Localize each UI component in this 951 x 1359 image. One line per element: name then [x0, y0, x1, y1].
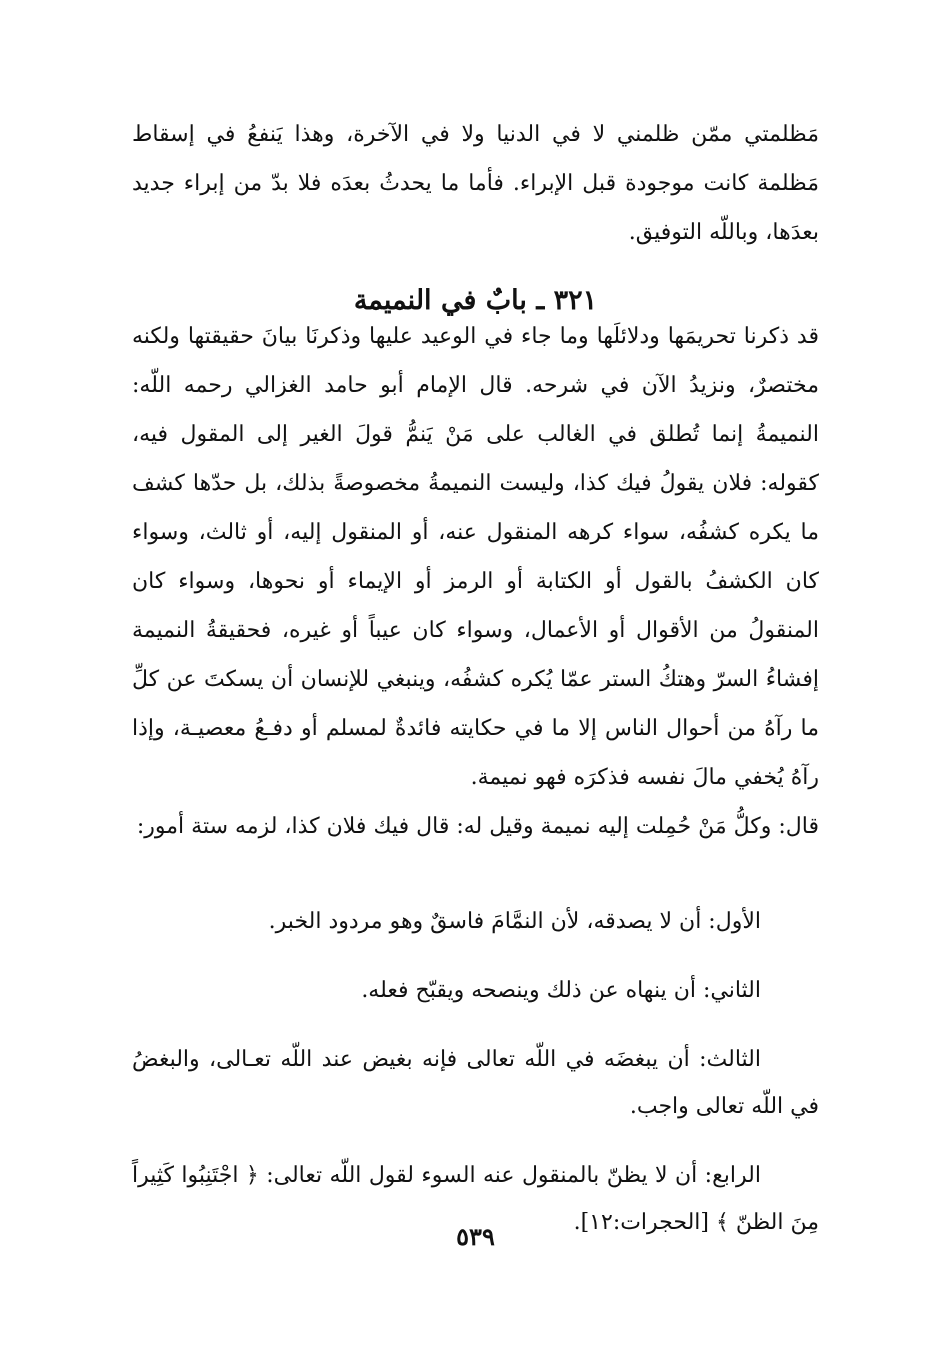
intro-paragraph: مَظلمتي ممّن ظلمني لا في الدنيا ولا في الآخرة، وهذا يَنفعُ في إسقاط مَظلمة كانت موجودة قبل الإبراء. فأما ما يحدثُ بعدَه فلا بدّ من إبراء جديد بعدَها، وباللّه التوفيق.: [132, 122, 819, 245]
section-heading: ٣٢١ ـ بابٌ في النميمة: [353, 285, 598, 317]
duties-list: [132, 876, 819, 1257]
section-body: [132, 312, 819, 851]
body-paragraph: قال: وكلُّ مَنْ حُمِلت إليه نميمة وقيل له: قال فيك فلان كذا، لزمه ستة أمور:: [136, 814, 819, 839]
list-item: الرابع: أن لا يظنّ بالمنقول عنه السوء لقول اللّه تعالى: ﴿ اجْتَنِبُوا كَثِيراً مِنَ الظنّ ﴾ [الحجرات:١٢].: [132, 1163, 819, 1235]
body-paragraph: قد ذكرنا تحريمَها ودلائلَها وما جاء في الوعيد عليها وذكرنَا بيانَ حقيقتها ولكنه مختصرٌ، ونزيدُ الآن في شرحه. قال الإمام أبو حامد الغزالي رحمه اللّه: النميمةُ إنما تُطلق في الغالب على مَنْ يَنمُّ قولَ الغير إلى المقول فيه، كقوله: فلان يقولُ فيك كذا، وليست النميمةُ مخصوصةً بذلك، بل حدّها كشف ما يكره كشفُه، سواء كرهه المنقول عنه، أو المنقول إليه، أو ثالث، وسواء كان الكشفُ بالقول أو الكتابة أو الرمز أو الإيماء أو نحوها، وسواء كان المنقولُ من الأقوال أو الأعمال، وسواء كان عيباً أو غيره، فحقيقةُ النميمة إفشاءُ السرّ وهتكُ الستر عمّا يُكره كشفُه، وينبغي للإنسان أن يسكتَ عن كلِّ ما رآهُ من أحوال الناس إلا ما في حكايته فائدةٌ لمسلم أو دفـعُ معصيـة، وإذا رآهُ يُخفي مالَ نفسه فذكرَه فهو نميمة.: [132, 324, 819, 790]
list-item: الأول: أن لا يصدقه، لأن النمَّامَ فاسقٌ وهو مردود الخبر.: [268, 909, 761, 934]
list-item: الثاني: أن ينهاه عن ذلك وينصحه ويقبّح فعله.: [361, 978, 761, 1003]
list-item: الثالث: أن يبغضَه في اللّه تعالى فإنه بغيض عند اللّه تعـالى، والبغضُ في اللّه تعالى واجب.: [132, 1047, 819, 1119]
page-number: ٥٣٩: [456, 1222, 495, 1251]
